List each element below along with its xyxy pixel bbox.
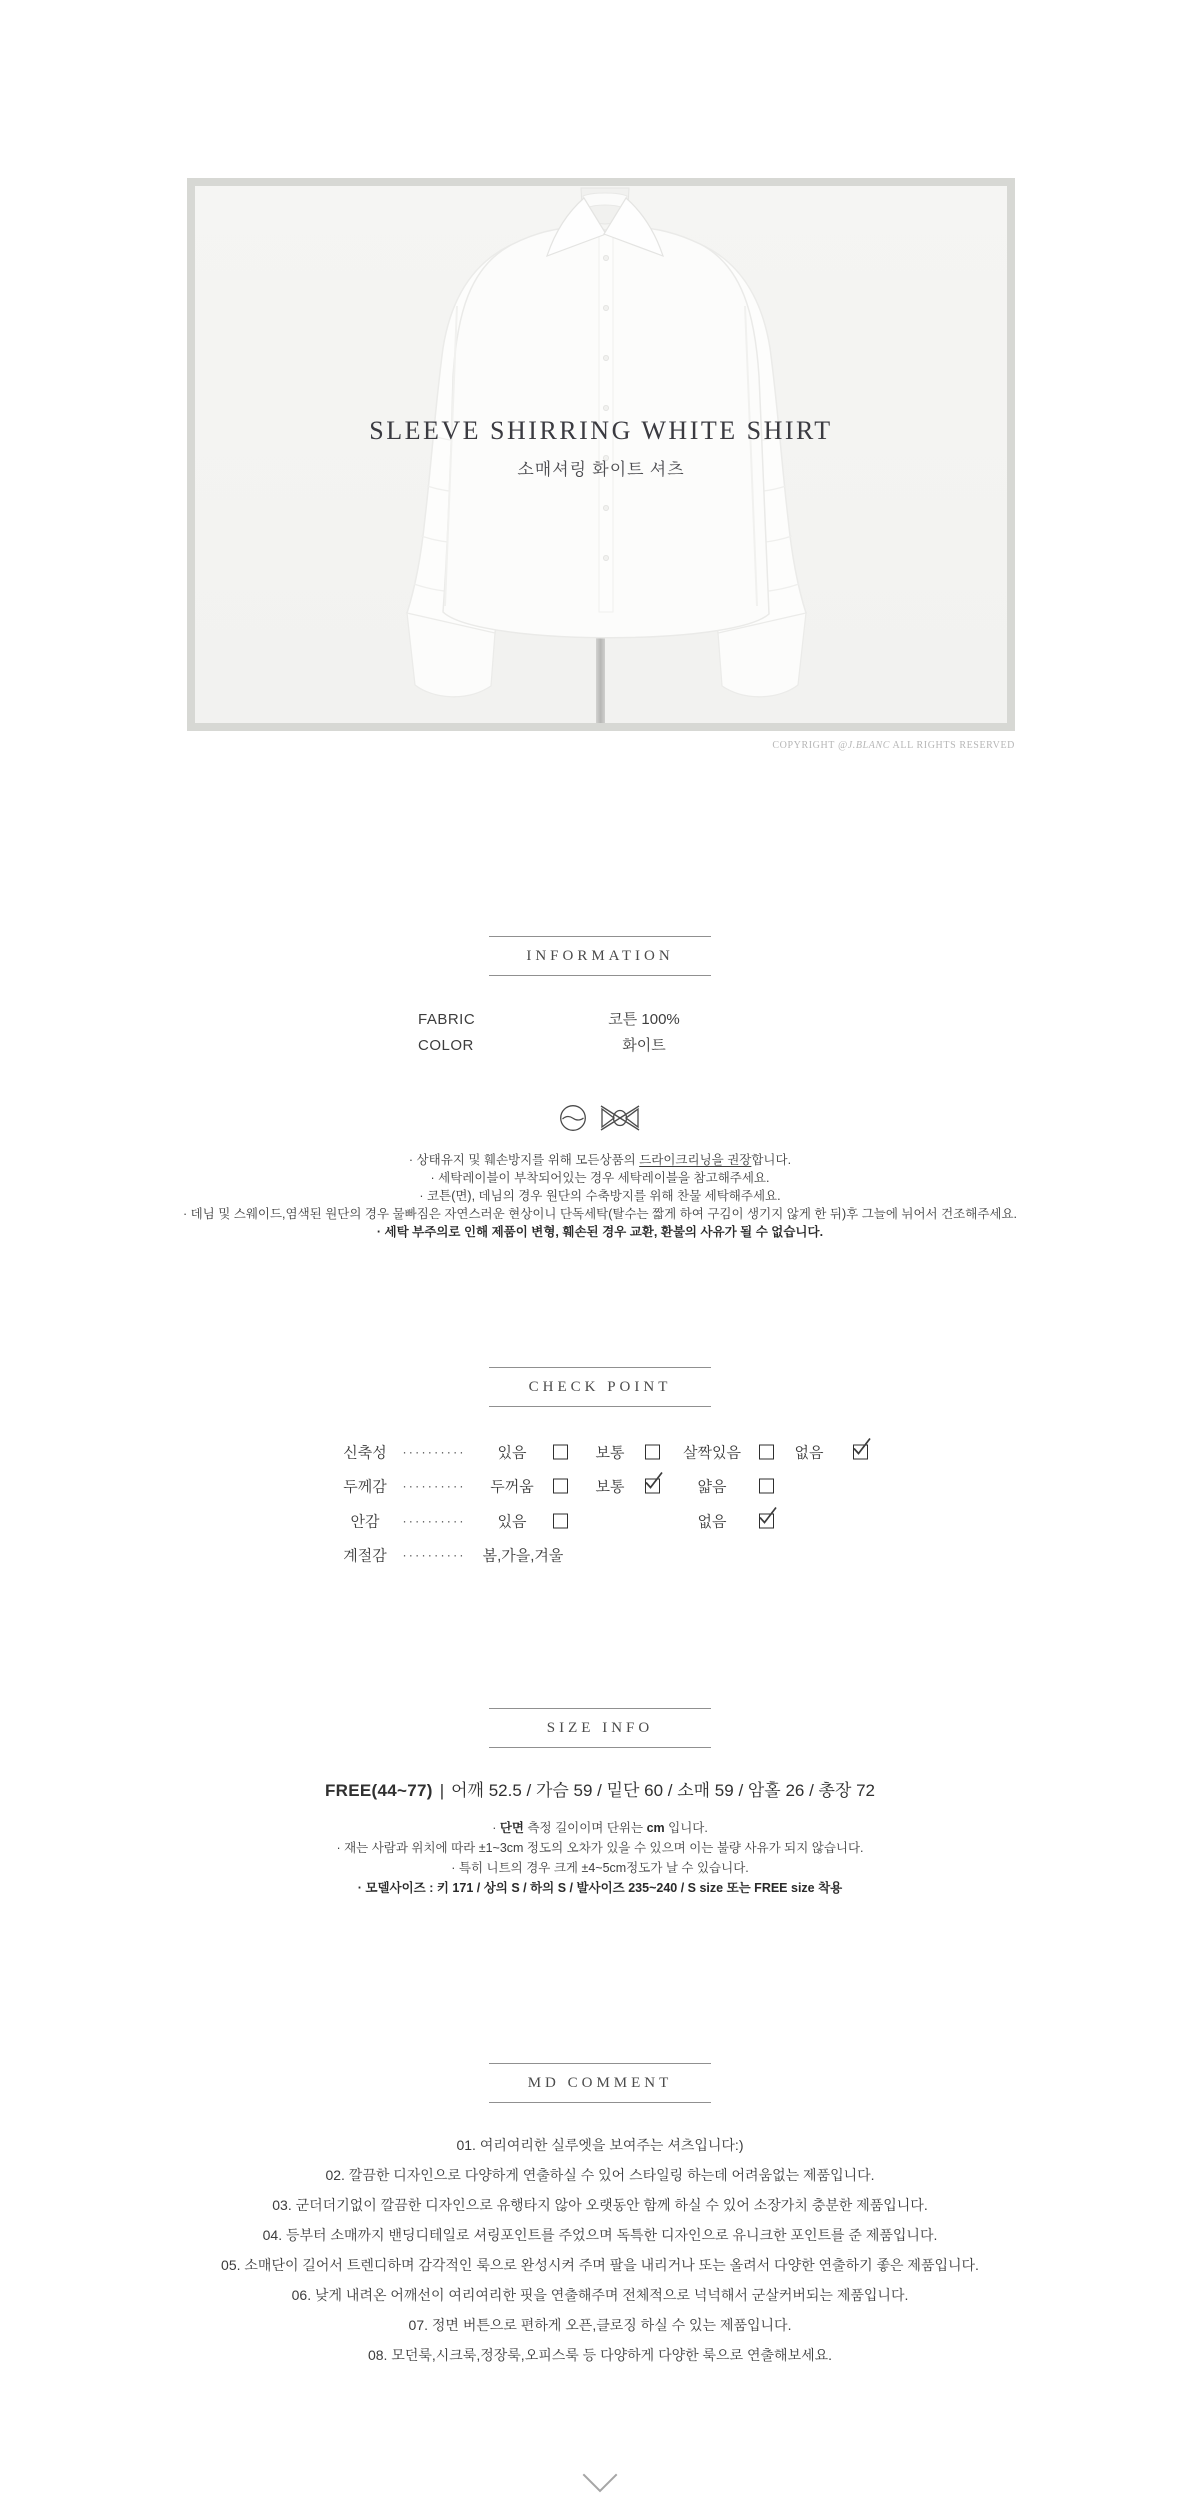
check-row-label: 안감 (350, 1513, 380, 1531)
care-text: 합니다. (751, 1153, 792, 1167)
checkbox-checked (645, 1479, 660, 1494)
check-row-label: 계절감 (343, 1547, 387, 1565)
checkbox-unchecked (759, 1479, 774, 1494)
md-comment-item: 08. 모던룩,시크룩,정장룩,오피스룩 등 다양하게 다양한 룩으로 연출해보세요. (367, 2347, 833, 2363)
md-comment-item: 07. 정면 버튼으로 편하게 오픈,클로징 하실 수 있는 제품입니다. (408, 2317, 792, 2333)
size-note (0, 1818, 1200, 1838)
care-line-warning: · 세탁 부주의로 인해 제품이 변형, 훼손된 경우 교환, 환불의 사유가 될 수 없습니다. (376, 1225, 824, 1239)
product-title: SLEEVE SHIRRING WHITE SHIRT (369, 416, 833, 445)
do-not-wring-icon (598, 1103, 642, 1133)
copyright-notice (187, 740, 1015, 751)
size-free-label: FREE(44~77) (324, 1781, 433, 1800)
check-option-label: 없음 (794, 1444, 824, 1462)
laundry-symbols (0, 1103, 1200, 1133)
dotted-leader: ·········· (402, 1513, 466, 1529)
check-row-label: 신축성 (343, 1444, 387, 1462)
check-point-row (0, 1476, 1200, 1496)
color-label: COLOR (418, 1037, 474, 1054)
model-size-note: · 모델사이즈 : 키 171 / 상의 S / 하의 S / 발사이즈 235~240 / S size 또는 FREE size 착용 (357, 1881, 843, 1895)
check-option-label: 있음 (497, 1513, 527, 1531)
section-header-information: INFORMATION (489, 936, 711, 976)
check-point-row (0, 1442, 1200, 1462)
dotted-leader: ·········· (402, 1478, 466, 1494)
section-header-size-info: SIZE INFO (489, 1708, 711, 1748)
checkbox-checked (759, 1514, 774, 1529)
fabric-label: FABRIC (418, 1011, 476, 1028)
checkbox-unchecked (553, 1514, 568, 1529)
md-comment-item: 06. 낮게 내려온 어깨선이 여리여리한 핏을 연출해주며 전체적으로 넉넉해서 군살커버되는 제품입니다. (291, 2287, 909, 2303)
care-text-underlined: 드라이크리닝을 권장 (639, 1153, 752, 1167)
md-comment-item: 01. 여리여리한 실루엣을 보여주는 셔츠입니다:) (456, 2137, 744, 2153)
md-comment-item: 04. 등부터 소매까지 밴딩디테일로 셔링포인트를 주었으며 독특한 디자인으로 유니크한 포인트를 준 제품입니다. (262, 2227, 938, 2243)
note-text-bold: 단면 (499, 1821, 524, 1835)
dry-cleaning-icon (558, 1103, 588, 1133)
check-option-label: 없음 (697, 1513, 727, 1531)
check-mark-icon (851, 1437, 873, 1459)
size-notes (0, 1818, 1200, 1898)
product-hero-image (187, 178, 1015, 731)
check-mark-icon (643, 1471, 665, 1493)
check-option-label: 보통 (595, 1444, 625, 1462)
care-line: · 데님 및 스웨이드,염색된 원단의 경우 물빠짐은 자연스러운 현상이니 단독세탁(탈수는 짧게 하여 구김이 생기지 않게 한 뒤)후 그늘에 뉘어서 건조해주세요. (182, 1207, 1018, 1221)
table-row (0, 1007, 1200, 1033)
copyright-brand: @J.BLANC (837, 740, 890, 751)
scroll-down-chevron-icon[interactable] (582, 2473, 618, 2498)
size-measurements (0, 1776, 1200, 1801)
care-line: · 세탁레이블이 부착되어있는 경우 세탁레이블을 참고해주세요. (430, 1171, 770, 1185)
dotted-leader: ·········· (402, 1444, 466, 1460)
check-option-label: 얇음 (697, 1478, 727, 1496)
care-instructions (0, 1151, 1200, 1241)
check-option-label: 있음 (497, 1444, 527, 1462)
checkbox-checked (853, 1445, 868, 1460)
color-value: 화이트 (622, 1037, 666, 1054)
check-row-value: 봄,가을,겨울 (482, 1547, 564, 1565)
note-text: 측정 길이이며 단위는 (523, 1821, 647, 1835)
size-separator: | (439, 1781, 445, 1800)
check-point-row (0, 1511, 1200, 1531)
note-text: · (492, 1821, 500, 1835)
product-subtitle-korean: 소매셔링 화이트 셔츠 (517, 460, 685, 479)
check-point-row (0, 1545, 1200, 1565)
care-line (0, 1151, 1200, 1169)
md-comment-list (0, 2130, 1200, 2370)
care-text: · 상태유지 및 훼손방지를 위해 모든상품의 (408, 1153, 640, 1167)
note-text-bold: cm (646, 1821, 665, 1835)
size-detail: 어깨 52.5 / 가슴 59 / 밑단 60 / 소매 59 / 암홀 26 / 총장 72 (451, 1781, 876, 1800)
hero-text-block (195, 416, 1007, 480)
check-option-label: 보통 (595, 1478, 625, 1496)
fabric-value: 코튼 100% (608, 1011, 680, 1028)
fabric-color-table (0, 1007, 1200, 1059)
check-option-label: 살짝있음 (683, 1444, 741, 1462)
md-comment-item: 02. 깔끔한 디자인으로 다양하게 연출하실 수 있어 스타일링 하는데 어려움없는 제품입니다. (325, 2167, 875, 2183)
table-row (0, 1033, 1200, 1059)
care-line: · 코튼(면), 데님의 경우 원단의 수축방지를 위해 찬물 세탁해주세요. (419, 1189, 781, 1203)
copyright-suffix: ALL RIGHTS RESERVED (890, 740, 1015, 751)
check-mark-icon (757, 1506, 779, 1528)
note-text: 입니다. (664, 1821, 708, 1835)
section-header-md-comment: MD COMMENT (489, 2063, 711, 2103)
md-comment-item: 05. 소매단이 길어서 트렌디하며 감각적인 룩으로 완성시켜 주며 팔을 내리거나 또는 올려서 다양한 연출하기 좋은 제품입니다. (221, 2257, 979, 2273)
copyright-prefix: COPYRIGHT (772, 740, 838, 751)
checkbox-unchecked (645, 1445, 660, 1460)
md-comment-item: 03. 군더더기없이 깔끔한 디자인으로 유행타지 않아 오랫동안 함께 하실 수 있어 소장가치 충분한 제품입니다. (272, 2197, 928, 2213)
check-row-label: 두께감 (343, 1478, 387, 1496)
size-note: · 재는 사람과 위치에 따라 ±1~3cm 정도의 오차가 있을 수 있으며 이는 불량 사유가 되지 않습니다. (336, 1841, 864, 1855)
section-header-check-point: CHECK POINT (489, 1367, 711, 1407)
check-option-label: 두꺼움 (490, 1478, 534, 1496)
size-note: · 특히 니트의 경우 크게 ±4~5cm정도가 날 수 있습니다. (451, 1861, 749, 1875)
dotted-leader: ·········· (402, 1547, 466, 1563)
